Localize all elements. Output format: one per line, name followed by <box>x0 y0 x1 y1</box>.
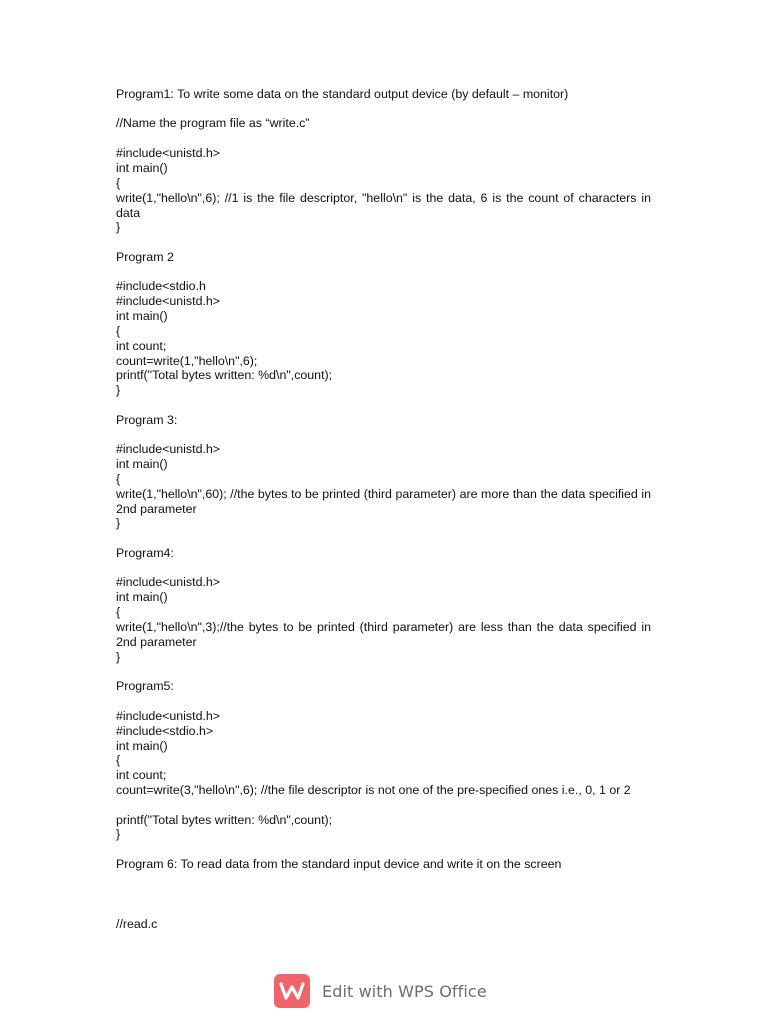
code-line: } <box>116 827 121 841</box>
code-line: printf("Total bytes written: %d\n",count); <box>116 813 333 827</box>
code-line: #include<unistd.h> <box>116 442 221 456</box>
program1-heading: Program1: To write some data on the standard output device (by default – monitor) <box>116 87 569 101</box>
program6-heading: Program 6: To read data from the standard input device and write it on the screen <box>116 857 562 871</box>
code-line: { <box>116 605 121 619</box>
code-line: { <box>116 472 121 486</box>
wps-w-icon <box>279 981 305 1001</box>
code-line: write(1,"hello\n",60); //the bytes to be printed (third parameter) are more than the data specified in 2nd parameter <box>116 487 651 516</box>
code-line: } <box>116 383 121 397</box>
code-line: #include<unistd.h> <box>116 575 221 589</box>
code-line: #include<unistd.h> <box>116 294 221 308</box>
program3-heading: Program 3: <box>116 413 178 427</box>
comment-line: //Name the program file as “write.c” <box>116 116 310 130</box>
code-line: int main() <box>116 739 168 753</box>
code-line: #include<stdio.h> <box>116 724 214 738</box>
program2-heading: Program 2 <box>116 250 174 264</box>
code-line: } <box>116 220 121 234</box>
code-line: printf("Total bytes written: %d\n",count); <box>116 368 333 382</box>
program5-heading: Program5: <box>116 679 174 693</box>
wps-edit-banner[interactable] <box>274 973 487 1009</box>
code-line: #include<unistd.h> <box>116 709 221 723</box>
code-line: #include<stdio.h <box>116 279 206 293</box>
code-line: { <box>116 176 121 190</box>
code-line: int main() <box>116 309 168 323</box>
code-line: write(1,"hello\n",6); //1 is the file descriptor, "hello\n" is the data, 6 is the count of characters in data <box>116 191 651 220</box>
program4-heading: Program4: <box>116 546 174 560</box>
code-line: { <box>116 324 121 338</box>
code-line: int main() <box>116 161 168 175</box>
code-line: int main() <box>116 590 168 604</box>
code-line: count=write(1,"hello\n",6); <box>116 354 258 368</box>
code-line: #include<unistd.h> <box>116 146 221 160</box>
code-line: int count; <box>116 768 167 782</box>
wps-edit-label[interactable]: Edit with WPS Office <box>322 981 487 1001</box>
code-line: } <box>116 516 121 530</box>
code-line: } <box>116 650 121 664</box>
code-line: int count; <box>116 339 167 353</box>
wps-logo-icon <box>274 974 310 1008</box>
code-line: { <box>116 753 121 767</box>
code-line: count=write(3,"hello\n",6); //the file descriptor is not one of the pre-specified ones i.e., 0, 1 or 2 <box>116 783 631 797</box>
code-line: int main() <box>116 457 168 471</box>
code-line: write(1,"hello\n",3);//the bytes to be printed (third parameter) are less than the data specified in 2nd parameter <box>116 620 651 649</box>
comment-line: //read.c <box>116 917 158 931</box>
